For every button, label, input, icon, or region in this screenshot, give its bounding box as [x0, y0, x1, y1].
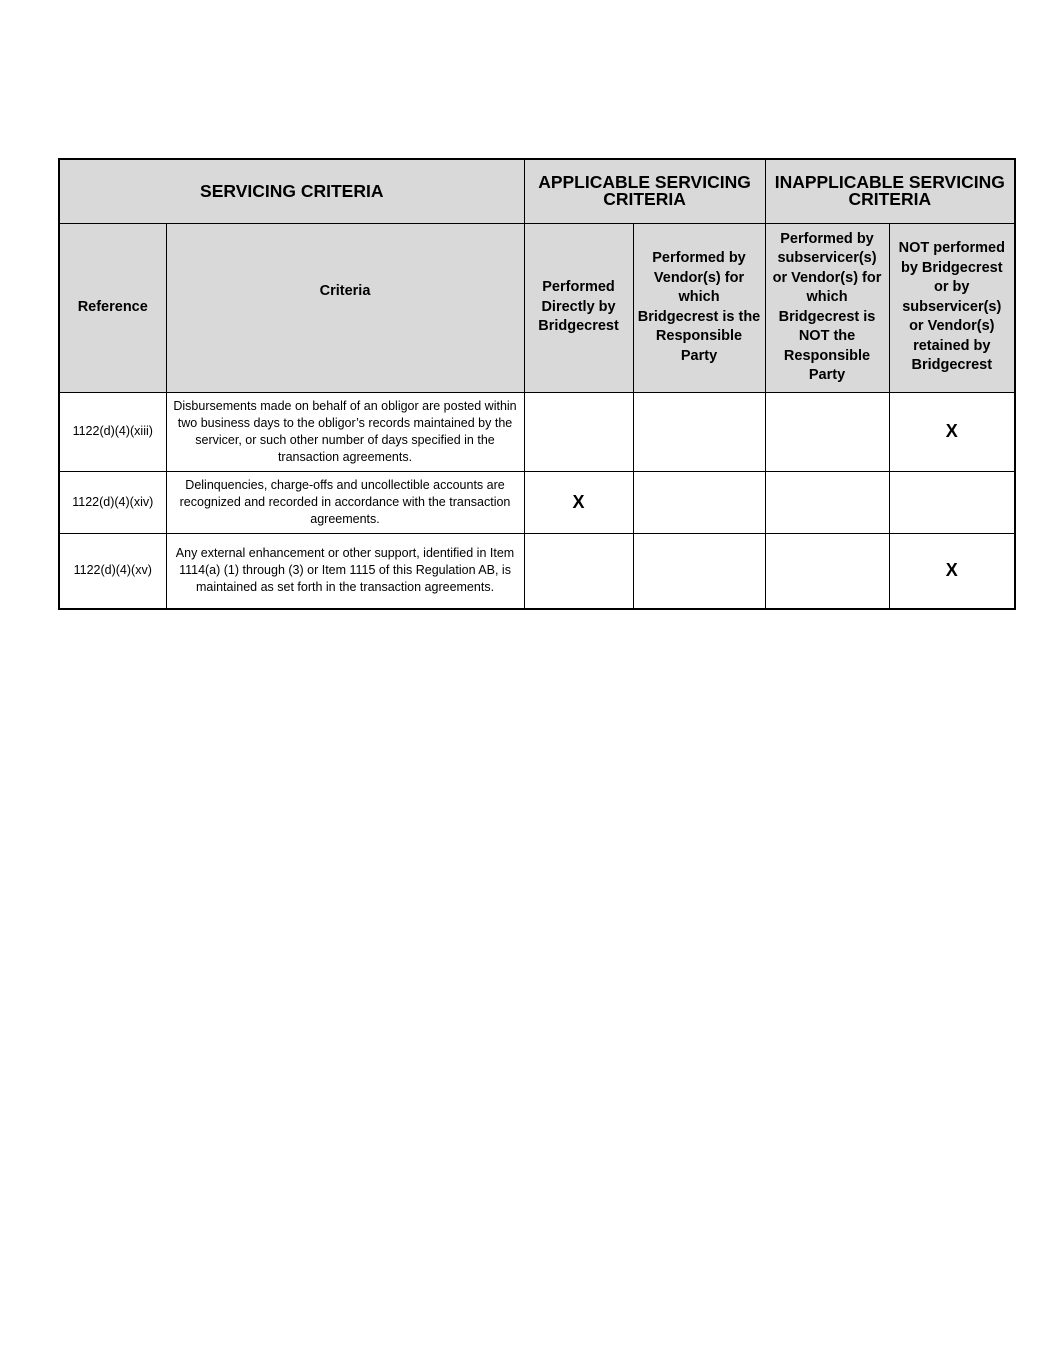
performed-directly-cell [524, 392, 633, 471]
performed-by-subservicer-column-header: Performed by subservicer(s) or Vendor(s) for which Bridgecrest is NOT the Responsible Party [765, 223, 889, 392]
performed-directly-cell: X [524, 471, 633, 533]
not-performed-column-header: NOT performed by Bridgecrest or by subservicer(s) or Vendor(s) retained by Bridgecrest [889, 223, 1015, 392]
criteria-cell: Delinquencies, charge-offs and uncollectible accounts are recognized and recorded in accordance with the transaction agreements. [166, 471, 524, 533]
reference-cell: 1122(d)(4)(xv) [59, 533, 166, 609]
reference-column-header: Reference [59, 223, 166, 392]
performed-by-vendor-column-header: Performed by Vendor(s) for which Bridgecrest is the Responsible Party [633, 223, 765, 392]
performed-directly-column-header: Performed Directly by Bridgecrest [524, 223, 633, 392]
servicing-criteria-table [58, 158, 1016, 610]
not-performed-cell [889, 471, 1015, 533]
performed-by-subservicer-cell [765, 471, 889, 533]
performed-by-subservicer-cell [765, 392, 889, 471]
criteria-column-header: Criteria [166, 223, 524, 392]
reference-cell: 1122(d)(4)(xiv) [59, 471, 166, 533]
performed-by-vendor-cell [633, 392, 765, 471]
applicable-criteria-header: APPLICABLE SERVICING CRITERIA [524, 159, 765, 223]
table-row [59, 533, 1015, 609]
reference-cell: 1122(d)(4)(xiii) [59, 392, 166, 471]
performed-by-subservicer-cell [765, 533, 889, 609]
performed-by-vendor-cell [633, 533, 765, 609]
inapplicable-criteria-header: INAPPLICABLE SERVICING CRITERIA [765, 159, 1015, 223]
criteria-cell: Any external enhancement or other support, identified in Item 1114(a) (1) through (3) or Item 1115 of this Regulation AB, is maintained as set forth in the transaction agreements. [166, 533, 524, 609]
performed-directly-cell [524, 533, 633, 609]
not-performed-cell: X [889, 533, 1015, 609]
servicing-criteria-header: SERVICING CRITERIA [59, 159, 524, 223]
table-row [59, 471, 1015, 533]
table-row [59, 392, 1015, 471]
not-performed-cell: X [889, 392, 1015, 471]
performed-by-vendor-cell [633, 471, 765, 533]
criteria-cell: Disbursements made on behalf of an obligor are posted within two business days to the obligor’s records maintained by the servicer, or such other number of days specified in the transaction agreements. [166, 392, 524, 471]
